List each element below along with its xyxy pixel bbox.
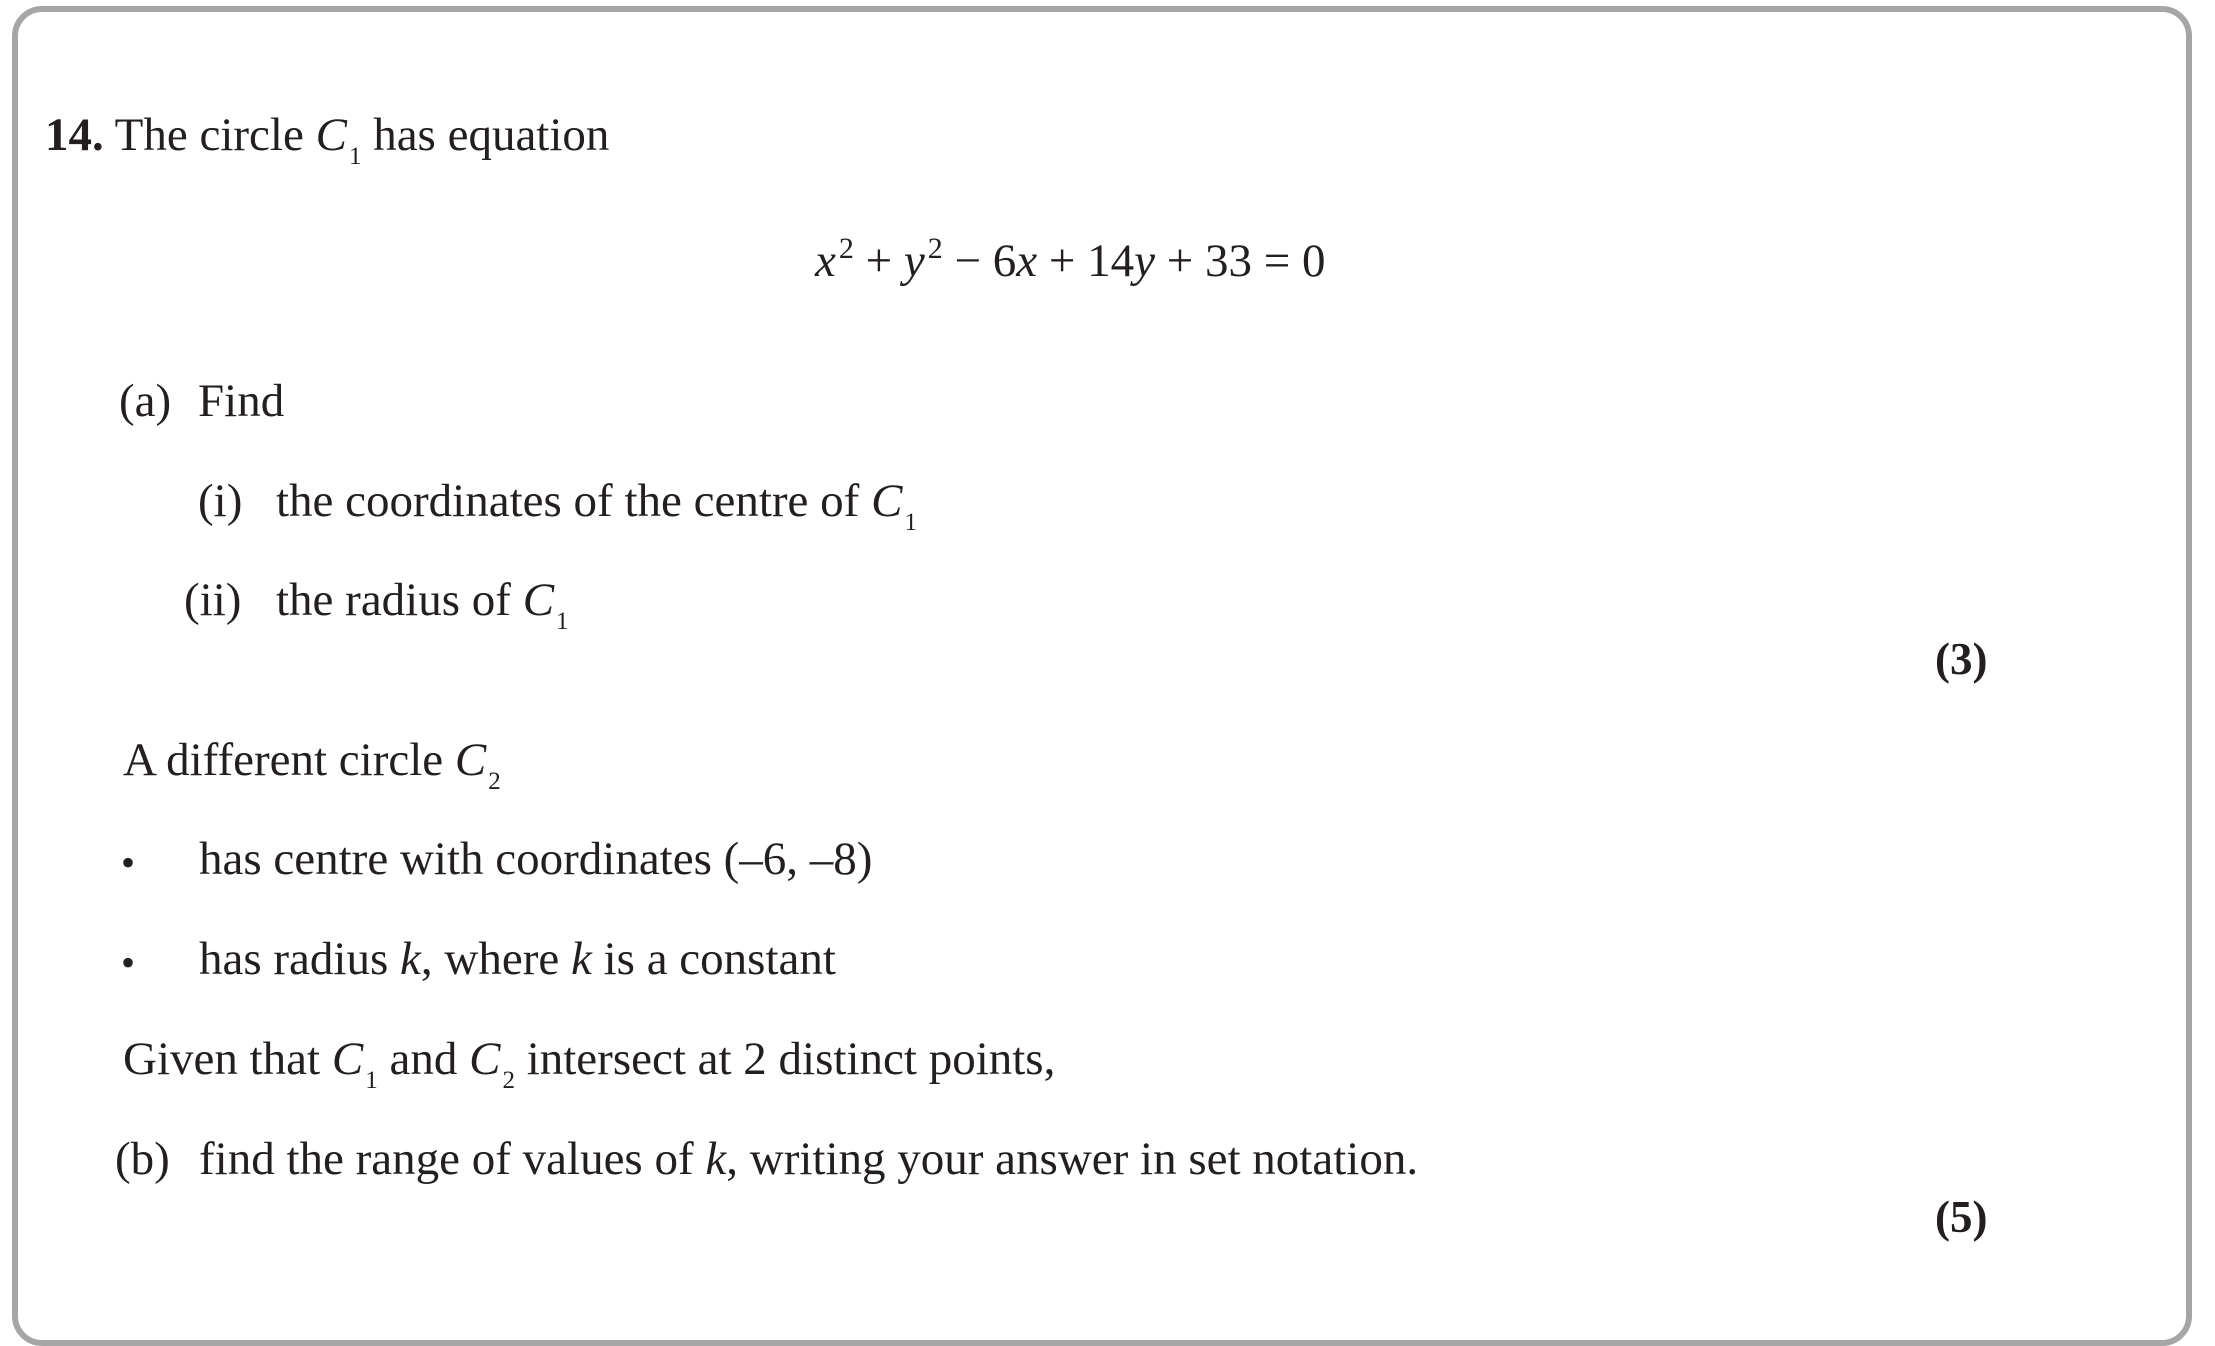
eq-minus6: − 6 xyxy=(954,235,1017,287)
bullet-2-icon: • xyxy=(121,940,136,985)
given-b: and xyxy=(389,1033,458,1085)
given-v1: C xyxy=(331,1033,364,1085)
part-a-marks: (3) xyxy=(1935,634,1988,684)
bullet-2-text xyxy=(199,933,836,985)
given-line xyxy=(123,1033,1056,1094)
part-b-label: (b) xyxy=(115,1133,170,1185)
part-a-ii-sub: 1 xyxy=(556,608,569,635)
part-a-ii-text: the radius of xyxy=(276,574,511,626)
part-b-text-b: , writing your answer in set notation. xyxy=(726,1133,1419,1185)
part-b-text xyxy=(199,1133,1419,1185)
bullet-1-text: has centre with coordinates (–6, –8) xyxy=(199,833,873,885)
bullet-2-a: has radius xyxy=(199,933,389,985)
c2-var: C xyxy=(454,734,487,786)
equation xyxy=(815,232,1326,287)
part-a-ii-var: C xyxy=(522,574,555,626)
part-b-k: k xyxy=(705,1133,727,1185)
part-b-marks: (5) xyxy=(1935,1192,1988,1242)
given-a: Given that xyxy=(123,1033,321,1085)
intro-var: C xyxy=(315,109,347,161)
bullet-1-icon: • xyxy=(121,840,136,885)
c2-intro-text: A different circle xyxy=(123,734,444,786)
question-number: 14. xyxy=(45,109,104,161)
eq-plus14: + 14 xyxy=(1048,235,1135,287)
part-b-text-a: find the range of values of xyxy=(199,1133,694,1185)
question-header xyxy=(45,109,610,170)
given-c: intersect at 2 distinct points, xyxy=(526,1033,1056,1085)
intro-text: The circle xyxy=(114,109,304,161)
bullet-2-k2: k xyxy=(570,933,592,985)
intro-sub: 1 xyxy=(348,143,362,170)
part-a-text: Find xyxy=(198,375,285,427)
bullet-2-c: is a constant xyxy=(603,933,836,985)
eq-plus1: + xyxy=(865,235,893,287)
intro-end: has equation xyxy=(373,109,610,161)
c2-sub: 2 xyxy=(488,768,501,795)
bullet-2-b: , where xyxy=(420,933,560,985)
c2-intro xyxy=(123,734,501,795)
eq-sq2: 2 xyxy=(927,232,943,265)
eq-x: x xyxy=(815,235,836,287)
eq-y: y xyxy=(903,235,925,287)
given-v2: C xyxy=(469,1033,501,1085)
eq-y2: y xyxy=(1134,235,1156,287)
part-a-i-label: (i) xyxy=(198,475,243,527)
part-a-i-text: the coordinates of the centre of xyxy=(276,475,860,527)
part-a-ii-label: (ii) xyxy=(184,574,242,626)
eq-rest: + 33 = 0 xyxy=(1166,235,1326,287)
bullet-2-k1: k xyxy=(400,933,421,985)
part-a-i-var: C xyxy=(871,475,903,527)
eq-x2: x xyxy=(1016,235,1038,287)
given-s2: 2 xyxy=(502,1067,515,1094)
part-a-i xyxy=(276,475,917,536)
eq-sq1: 2 xyxy=(838,232,854,265)
part-a-label: (a) xyxy=(119,375,172,427)
part-a-i-sub: 1 xyxy=(904,509,917,536)
given-s1: 1 xyxy=(365,1067,378,1094)
part-a-ii xyxy=(276,574,569,635)
